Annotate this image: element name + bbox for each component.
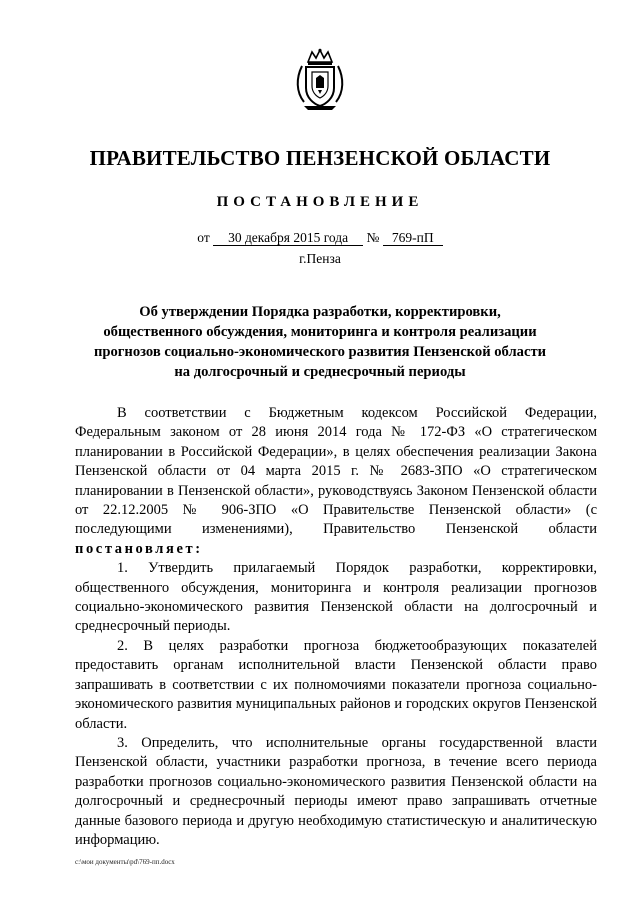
item-paragraph: 3. Определить, что исполнительные органы государственной власти Пензенской области, участники разработки прогноза, в течение всего периода разработки прогнозов социально-экономического развития Пензенской области на долгосрочный и среднесрочный периоды имеют право запрашивать отчетные данные базового периода и другую необходимую статистическую и аналитическую информацию. — [75, 734, 597, 848]
document-number: 769-пП — [383, 230, 443, 246]
file-path-footer: c:\мои документы\pd\769-пп.docx — [75, 858, 175, 866]
document-type: ПОСТАНОВЛЕНИЕ — [216, 194, 424, 210]
item-paragraph: 1. Утвердить прилагаемый Порядок разработки, корректировки, общественного обсуждения, мониторинга и контроля реализации прогнозов социально-экономического развития Пензенской области на долгосрочный и среднесрочный периоды. — [75, 560, 597, 635]
coat-of-arms-icon — [294, 48, 346, 112]
document-subject — [80, 302, 560, 382]
subject-line: прогнозов социально-экономического развития Пензенской области — [93, 344, 547, 360]
date-number-line — [0, 230, 640, 246]
resolves-word: постановляет: — [75, 540, 203, 557]
subject-line: общественного обсуждения, мониторинга и контроля реализации — [103, 324, 537, 340]
number-sign: № — [366, 230, 380, 245]
subject-line: Об утверждении Порядка разработки, корректировки, — [139, 304, 501, 320]
item-paragraph: 2. В целях разработки прогноза бюджетообразующих показателей предоставить органам исполнительной власти Пензенской области право запрашивать в соответствии с их полномочиями показатели прогноза социально-экономического развития муниципальных районов и городских округов Пензенской области. — [75, 637, 597, 732]
date-prefix: от — [197, 230, 210, 245]
document-body — [75, 404, 597, 850]
subject-line: на долгосрочный и среднесрочный периоды — [174, 364, 466, 380]
document-date: 30 декабря 2015 года — [213, 230, 363, 246]
preamble-paragraph — [75, 404, 597, 559]
government-title: ПРАВИТЕЛЬСТВО ПЕНЗЕНСКОЙ ОБЛАСТИ — [89, 146, 551, 170]
city: г.Пенза — [299, 251, 341, 266]
preamble-text: В соответствии с Бюджетным кодексом Российской Федерации, Федеральным законом от 28 июня 2014 года № 172-ФЗ «О стратегическом планировании в Российской Федерации», в целях обеспечения реализации Закона Пензенской области от 04 марта 2015 г. № 2683-ЗПО «О стратегическом планировании в Пензенской области», руководствуясь Законом Пензенской области от 22.12.2005 № 906-ЗПО «О Правительстве Пензенской области» (с последующими изменениями), Правительство Пензенской области — [75, 405, 597, 538]
